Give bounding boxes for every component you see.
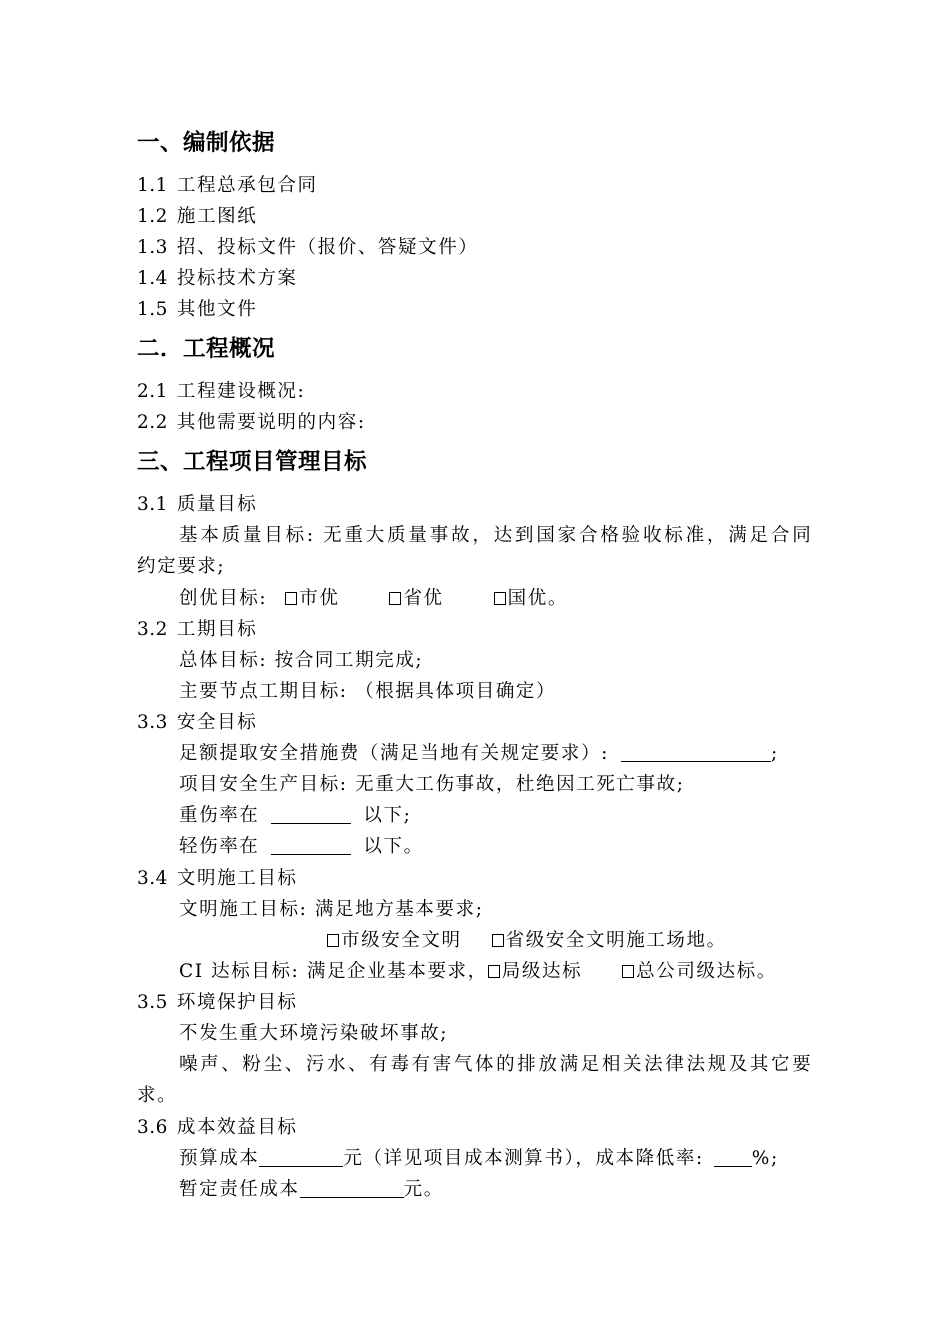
subsection-3-1-title: 3.1 质量目标	[137, 494, 258, 515]
quality-basic-line: 基本质量目标: 无重大质量事故，达到国家合格验收标准，满足合同	[179, 525, 812, 546]
safety-fee-blank[interactable]	[621, 741, 771, 762]
minor-injury-row: 轻伤率在 以下。	[179, 836, 424, 857]
budget-cost-blank[interactable]	[259, 1146, 343, 1167]
checkbox-national-excellent[interactable]	[494, 592, 506, 605]
env-line-2-cont: 求。	[137, 1085, 178, 1106]
subsection-3-4-title: 3.4 文明施工目标	[137, 868, 298, 889]
safety-fee-row: 足额提取安全措施费（满足当地有关规定要求）: ;	[179, 743, 779, 764]
checkbox-province-excellent[interactable]	[389, 592, 401, 605]
serious-injury-blank[interactable]	[271, 803, 351, 824]
list-item: 1.1 工程总承包合同	[137, 175, 318, 196]
minor-injury-blank[interactable]	[271, 834, 351, 855]
ci-goal-row: CI 达标目标: 满足企业基本要求， 局级达标 总公司级达标。	[179, 961, 777, 982]
checkbox-bureau-level[interactable]	[488, 965, 500, 978]
list-item: 2.1 工程建设概况:	[137, 381, 306, 402]
checkbox-city-excellent[interactable]	[285, 592, 297, 605]
subsection-3-3-title: 3.3 安全目标	[137, 712, 258, 733]
list-item: 1.5 其他文件	[137, 299, 258, 320]
civil-options-row: 市级安全文明 省级安全文明施工场地。	[327, 928, 727, 954]
subsection-3-2-title: 3.2 工期目标	[137, 619, 258, 640]
schedule-overall: 总体目标: 按合同工期完成;	[179, 650, 424, 671]
cost-reduction-blank[interactable]	[714, 1146, 752, 1167]
serious-injury-row: 重伤率在 以下;	[179, 805, 412, 826]
excellence-goal-row: 创优目标: 市优 省优 国优。	[179, 588, 568, 609]
subsection-3-5-title: 3.5 环境保护目标	[137, 992, 298, 1013]
section-2-heading: 二．工程概况	[137, 336, 276, 362]
env-line-2: 噪声、粉尘、污水、有毒有害气体的排放满足相关法律法规及其它要	[179, 1054, 812, 1075]
list-item: 1.4 投标技术方案	[137, 268, 298, 289]
responsibility-cost-row: 暂定责任成本 元。	[179, 1179, 444, 1200]
schedule-milestone: 主要节点工期目标: （根据具体项目确定）	[179, 681, 557, 702]
safety-production: 项目安全生产目标: 无重大工伤事故，杜绝因工死亡事故;	[179, 774, 685, 795]
quality-basic-line-cont: 约定要求;	[137, 556, 226, 577]
list-item: 1.2 施工图纸	[137, 206, 258, 227]
section-1-heading: 一、编制依据	[137, 130, 276, 156]
list-item: 2.2 其他需要说明的内容:	[137, 412, 366, 433]
subsection-3-6-title: 3.6 成本效益目标	[137, 1117, 298, 1138]
civil-goal: 文明施工目标: 满足地方基本要求;	[179, 899, 484, 920]
checkbox-city-civil[interactable]	[327, 934, 339, 947]
responsibility-cost-blank[interactable]	[300, 1177, 404, 1198]
section-3-heading: 三、工程项目管理目标	[137, 449, 368, 475]
checkbox-company-level[interactable]	[622, 965, 634, 978]
checkbox-province-civil[interactable]	[492, 934, 504, 947]
list-item: 1.3 招、投标文件（报价、答疑文件）	[137, 237, 479, 258]
env-line-1: 不发生重大环境污染破坏事故;	[179, 1023, 449, 1044]
budget-cost-row: 预算成本 元（详见项目成本测算书），成本降低率: %;	[179, 1148, 779, 1169]
